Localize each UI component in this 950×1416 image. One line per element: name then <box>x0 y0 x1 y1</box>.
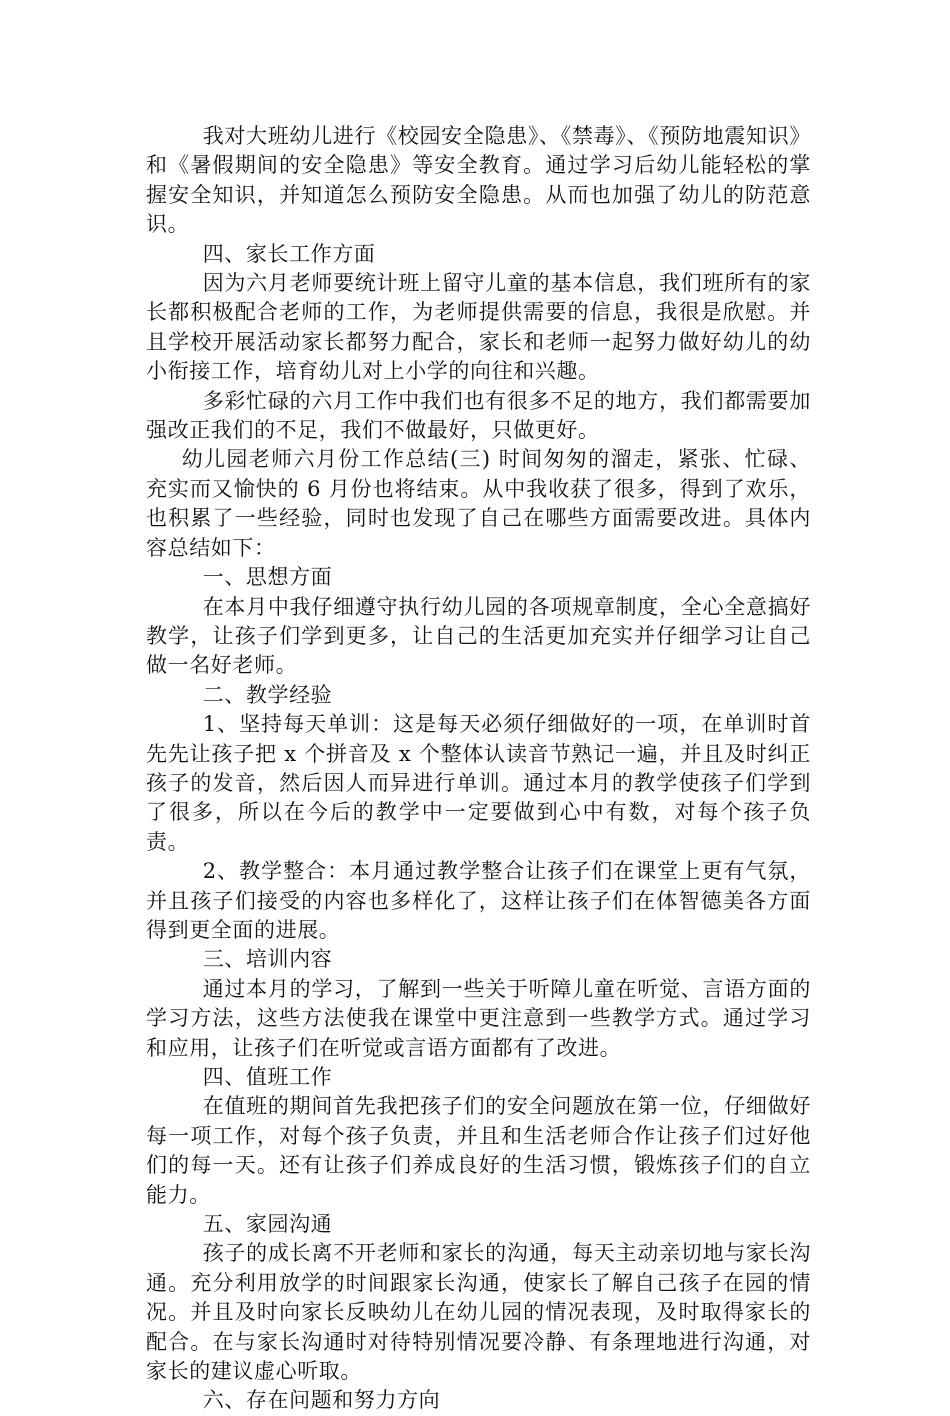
paragraph-daily-training: 1、坚持每天单训：这是每天必须仔细做好的一项，在单训时首先先让孩子把 x 个拼音及 x 个整体认读音节熟记一遍，并且及时纠正孩子的发音，然后因人而异进行单训。通过本月的教学使孩子们学到了很多，所以在今后的教学中一定要做到心中有数，对每个孩子负责。 <box>146 712 811 854</box>
heading-ideology: 一、思想方面 <box>202 565 333 590</box>
paragraph-summary-three-intro: 幼儿园老师六月份工作总结(三) 时间匆匆的溜走，紧张、忙碌、充实而又愉快的 6 月份也将结束。从中我收获了很多，得到了欢乐，也积累了一些经验，同时也发现了自己在哪些方面需要改进。具体内容总结如下： <box>146 447 811 560</box>
paragraph-parent-cooperation: 因为六月老师要统计班上留守儿童的基本信息，我们班所有的家长都积极配合老师的工作，为老师提供需要的信息，我很是欣慰。并且学校开展活动家长都努力配合，家长和老师一起努力做好幼儿的幼小衔接工作，培育幼儿对上小学的向往和兴趣。 <box>146 271 811 384</box>
heading-teaching-experience: 二、教学经验 <box>202 682 333 707</box>
paragraph-teaching-integration: 2、教学整合：本月通过教学整合让孩子们在课堂上更有气氛，并且孩子们接受的内容也多样化了，这样让孩子们在体智德美各方面得到更全面的进展。 <box>146 859 811 942</box>
paragraph-communication: 孩子的成长离不开老师和家长的沟通，每天主动亲切地与家长沟通。充分利用放学的时间跟家长沟通，使家长了解自己孩子在园的情况。并且及时向家长反映幼儿在幼儿园的情况表现，及时取得家长的配合。在与家长沟通时对待特别情况要冷静、有条理地进行沟通，对家长的建议虚心听取。 <box>146 1241 811 1384</box>
heading-home-school-communication: 五、家园沟通 <box>202 1212 333 1237</box>
paragraph-rules: 在本月中我仔细遵守执行幼儿园的各项规章制度，全心全意搞好教学，让孩子们学到更多，让自己的生活更加充实并仔细学习让自己做一名好老师。 <box>146 594 811 678</box>
paragraph-safety-education: 我对大班幼儿进行《校园安全隐患》、《禁毒》、《预防地震知识》和《暑假期间的安全隐患》等安全教育。通过学习后幼儿能轻松的掌握安全知识，并知道怎么预防安全隐患。从而也加强了幼儿的防范意识。 <box>146 124 811 237</box>
paragraph-duty-safety: 在值班的期间首先我把孩子们的安全问题放在第一位，仔细做好每一项工作，对每个孩子负责，并且和生活老师合作让孩子们过好他们的每一天。还有让孩子们养成良好的生活习惯，锻炼孩子们的自立能力。 <box>146 1094 811 1207</box>
paragraph-training-learning: 通过本月的学习，了解到一些关于听障儿童在听觉、言语方面的学习方法，这些方法使我在课堂中更注意到一些教学方式。通过学习和应用，让孩子们在听觉或言语方面都有了改进。 <box>146 976 811 1060</box>
heading-parent-work: 四、家长工作方面 <box>202 241 376 266</box>
document-page <box>146 122 811 1416</box>
heading-problems-direction: 六、存在问题和努力方向 <box>202 1388 441 1413</box>
heading-training-content: 三、培训内容 <box>202 947 333 972</box>
heading-duty-work: 四、值班工作 <box>202 1065 333 1089</box>
paragraph-shortcomings: 多彩忙碌的六月工作中我们也有很多不足的地方，我们都需要加强改正我们的不足，我们不做最好，只做更好。 <box>146 388 811 443</box>
